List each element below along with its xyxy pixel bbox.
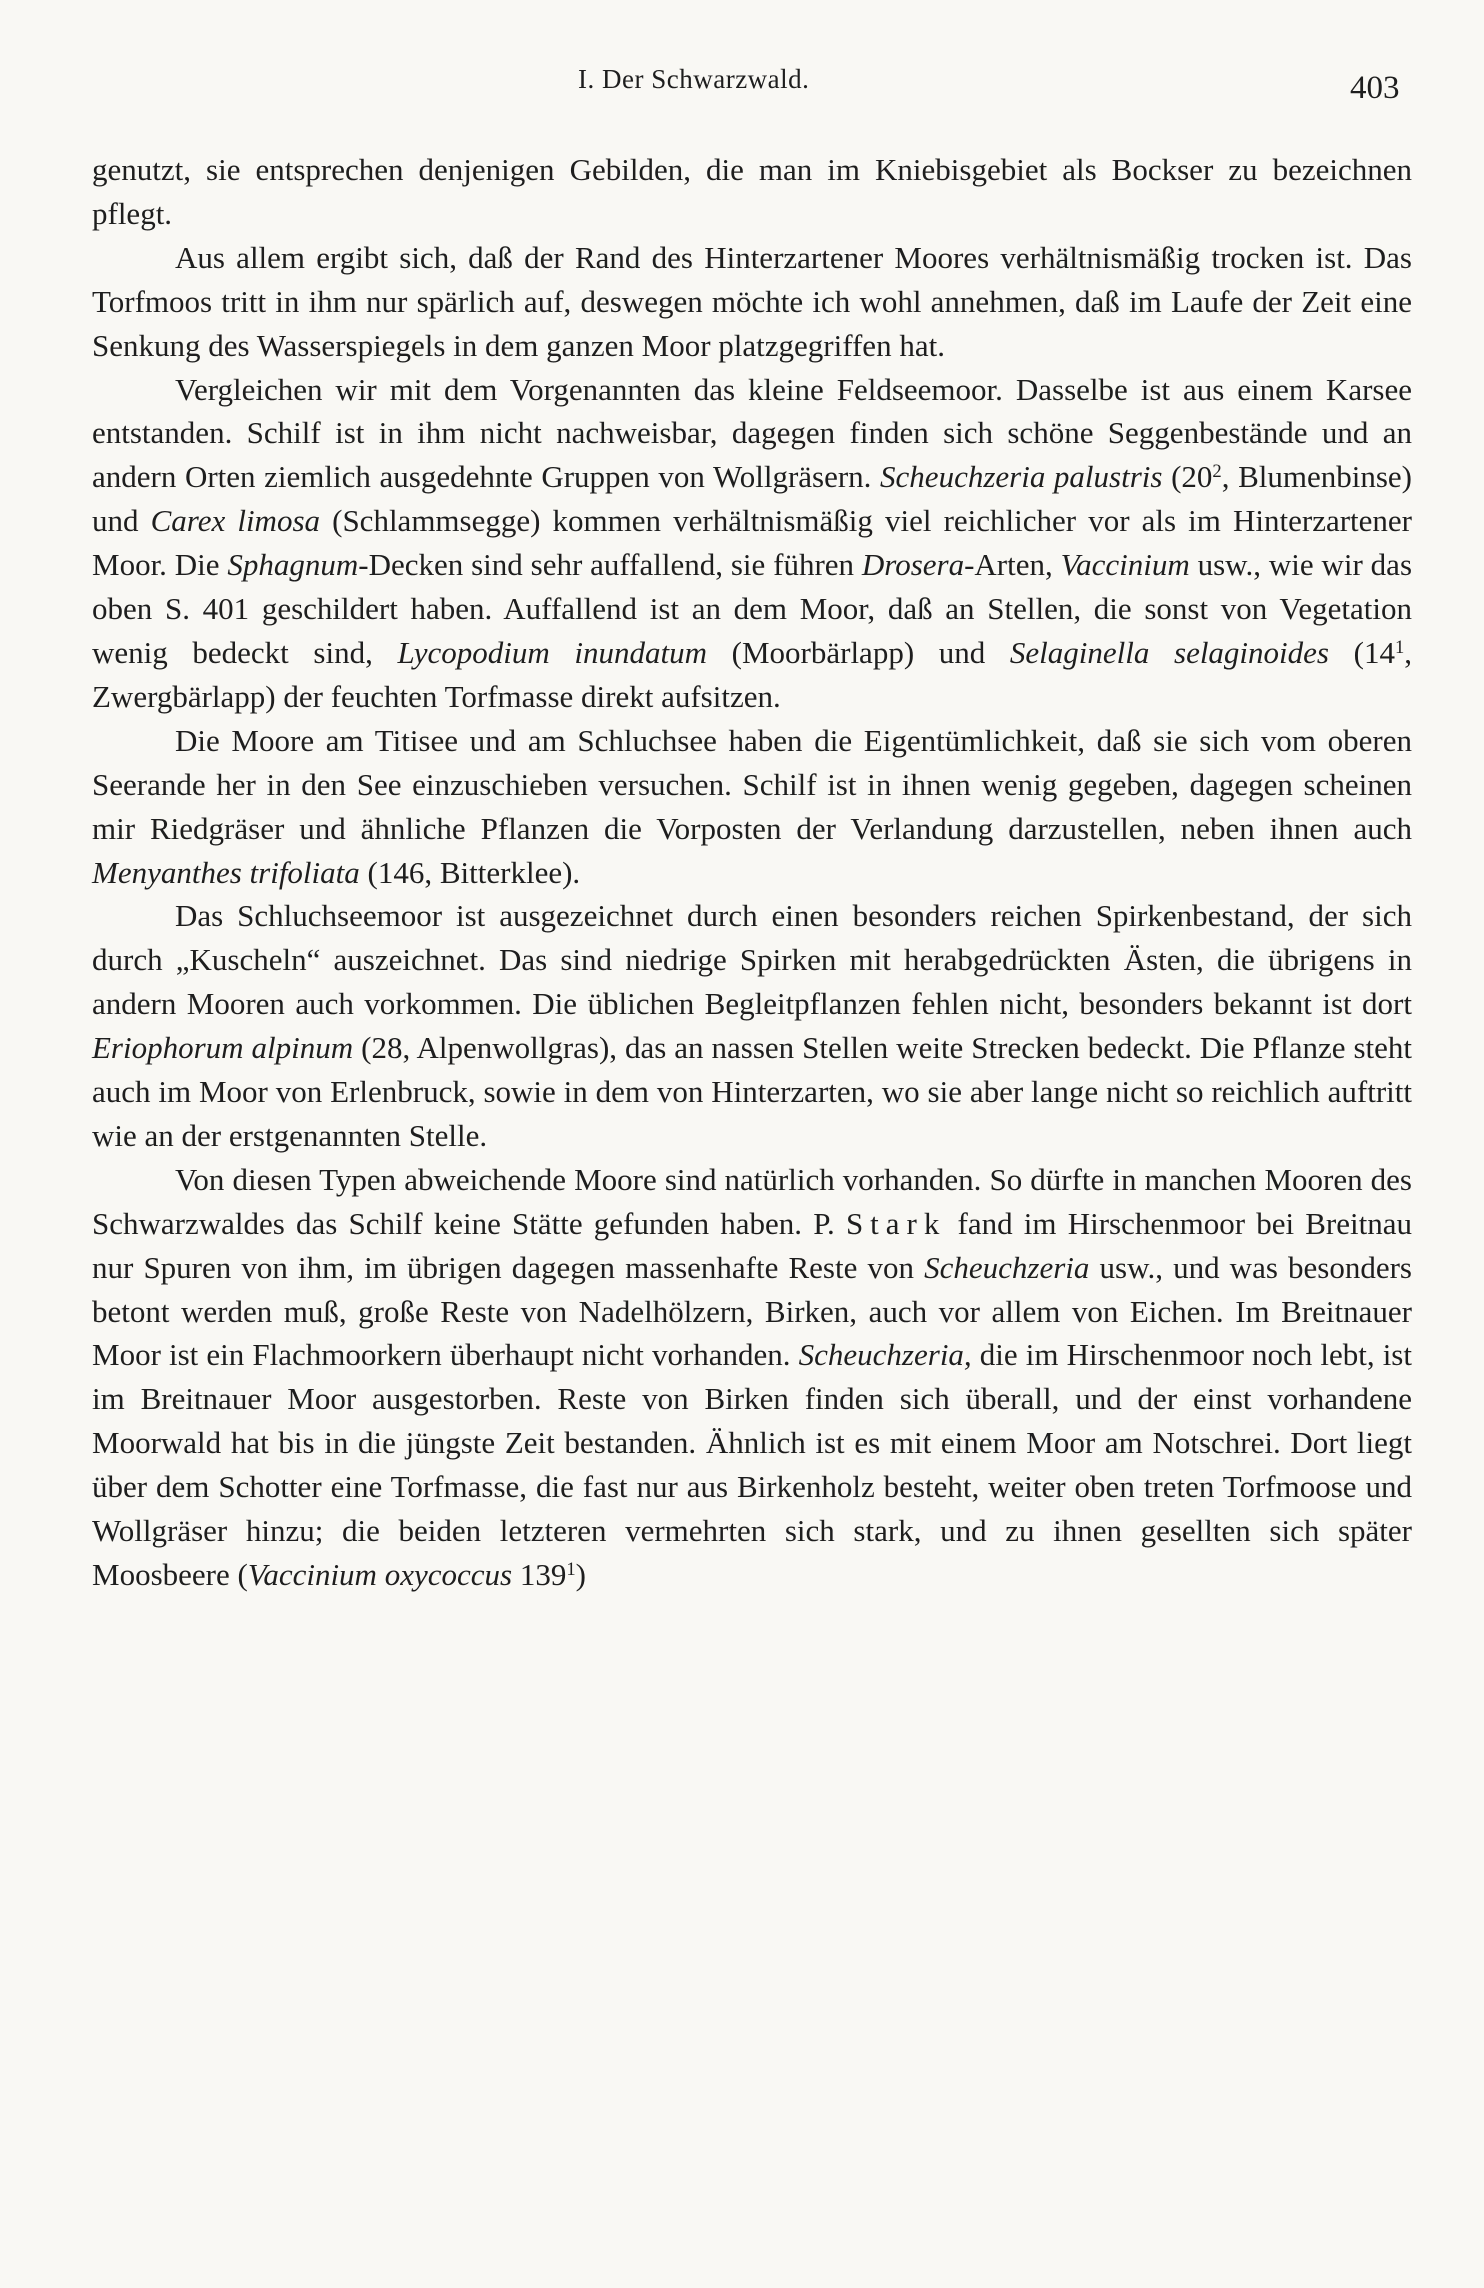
page-number: 403: [1350, 70, 1400, 106]
text-run: , Blumenbinse) und: [92, 459, 1412, 539]
text-run: Aus allem ergibt sich, daß der Rand des Hinterzartener Moores verhältnismäßig trocken ist. Das Torfmoos tritt in ihm nur spärlich auf, deswegen möchte ich wohl annehmen, daß im Laufe der Zeit eine Senkung des Wasserspiegels in dem ganzen Moor platzgegriffen hat.: [92, 239, 1412, 363]
species-name: Eriophorum alpinum: [92, 1030, 354, 1066]
species-name: Menyanthes trifoliata: [92, 854, 360, 890]
text-run: Die Moore am Titisee und am Schluchsee haben die Eigentümlichkeit, daß sie sich vom oberen Seerande her in den See einzuschieben versuchen. Schilf ist in ihnen wenig gegeben, dagegen scheinen mir Riedgräser und ähnliche Pflanzen die Vorposten der Verlandung darzustellen, neben ihnen auch: [92, 722, 1412, 846]
body-text: [92, 148, 1412, 1597]
species-name: Vaccinium oxycoccus: [247, 1557, 513, 1592]
text-run: (146, Bitterklee).: [359, 854, 581, 890]
text-run: die im Hirschenmoor noch lebt, ist im Breitnauer Moor ausgestorben. Reste von Birken finden sich überall, und der einst vorhandene Moorwald hat bis in die jüngste Zeit bestanden. Ähnlich ist es mit einem Moor am Notschrei. Dort liegt über dem Schotter eine Torfmasse, die fast nur aus Birkenholz besteht, weiter oben treten Torfmoose und Wollgräser hinzu; die beiden letzteren vermehrten sich stark, und zu ihnen gesellten sich später Moosbeere (: [92, 1337, 1412, 1592]
paragraph: [92, 1158, 1412, 1597]
text-run: genutzt, sie entsprechen denjenigen Gebilden, die man im Kniebisgebiet als Bockser zu bezeichnen pflegt.: [92, 152, 1412, 231]
text-run: (Schlammsegge) kommen verhältnismäßig viel reichlicher vor als im Hinterzartener Moor. Die: [92, 503, 1412, 583]
text-run: (20: [1162, 459, 1213, 495]
text-run: -Arten,: [964, 547, 1061, 583]
paragraph: [92, 719, 1412, 895]
text-run: -Decken sind sehr auffallend, sie führen: [358, 547, 862, 583]
superscript: 1: [1394, 636, 1405, 658]
superscript: 2: [1212, 461, 1222, 483]
species-name: Scheuchzeria palustris: [880, 459, 1163, 495]
text-run: , Zwergbärlapp) der feuchten Torfmasse direkt aufsitzen.: [92, 634, 1412, 714]
species-name: Scheuchzeria,: [798, 1337, 972, 1373]
running-title: I. Der Schwarzwald.: [578, 64, 810, 94]
text-run: Das Schluchseemoor ist ausgezeichnet durch einen besonders reichen Spirkenbestand, der sich durch „Kuscheln“ auszeichnet. Das sind niedrige Spirken mit herabgedrückten Ästen, die übrigens in andern Mooren auch vorkommen. Die üblichen Begleitpflanzen fehlen nicht, besonders bekannt ist dort: [92, 898, 1412, 1022]
text-run: usw., wie wir das oben S. 401 geschildert haben. Auffallend ist an dem Moor, daß an Stellen, die sonst von Vegetation wenig bedeckt sind,: [92, 547, 1413, 670]
species-name: Lycopodium inundatum: [397, 634, 708, 670]
text-run: 139: [512, 1557, 567, 1592]
species-name: Sphagnum: [227, 547, 359, 583]
text-run: fand im Hirschenmoor bei Breitnau nur Spuren von ihm, im übrigen dagegen massenhafte Reste von: [92, 1205, 1412, 1285]
text-run: ): [575, 1557, 586, 1592]
paragraph: [92, 894, 1412, 1157]
species-name: Selaginella selaginoides: [1009, 634, 1329, 670]
superscript: 1: [566, 1558, 576, 1580]
paragraph: [92, 236, 1412, 368]
text-run: (28, Alpenwollgras), das an nassen Stellen weite Strecken bedeckt. Die Pflanze steht auch im Moor von Erlenbruck, sowie in dem von Hinterzarten, wo sie aber lange nicht so reichlich auftritt wie an der erstgenannten Stelle.: [92, 1030, 1412, 1153]
running-head: [0, 58, 1484, 106]
author-name: Stark: [845, 1205, 947, 1241]
text-run: Vergleichen wir mit dem Vorgenannten das kleine Feldseemoor. Dasselbe ist aus einem Karsee entstanden. Schilf ist in ihm nicht nachweisbar, dagegen finden sich schöne Seggenbestände und an andern Orten ziemlich ausgedehnte Gruppen von Wollgräsern.: [92, 371, 1412, 495]
paragraph: [92, 368, 1412, 719]
text-run: usw., und was besonders betont werden muß, große Reste von Nadelhölzern, Birken, auch vor allem von Eichen. Im Breitnauer Moor ist ein Flachmoorkern überhaupt nicht vorhanden.: [92, 1249, 1412, 1373]
species-name: Vaccinium: [1060, 547, 1190, 583]
paragraph: [92, 148, 1412, 236]
species-name: Drosera: [861, 547, 965, 583]
species-name: Carex limosa: [150, 503, 321, 539]
text-run: (14: [1329, 634, 1395, 670]
species-name: Scheuchzeria: [924, 1249, 1090, 1285]
text-run: Von diesen Typen abweichende Moore sind natürlich vorhanden. So dürfte in manchen Mooren des Schwarzwaldes das Schilf keine Stätte gefunden haben. P.: [92, 1161, 1412, 1241]
text-run: (Moorbärlapp) und: [707, 634, 1010, 670]
